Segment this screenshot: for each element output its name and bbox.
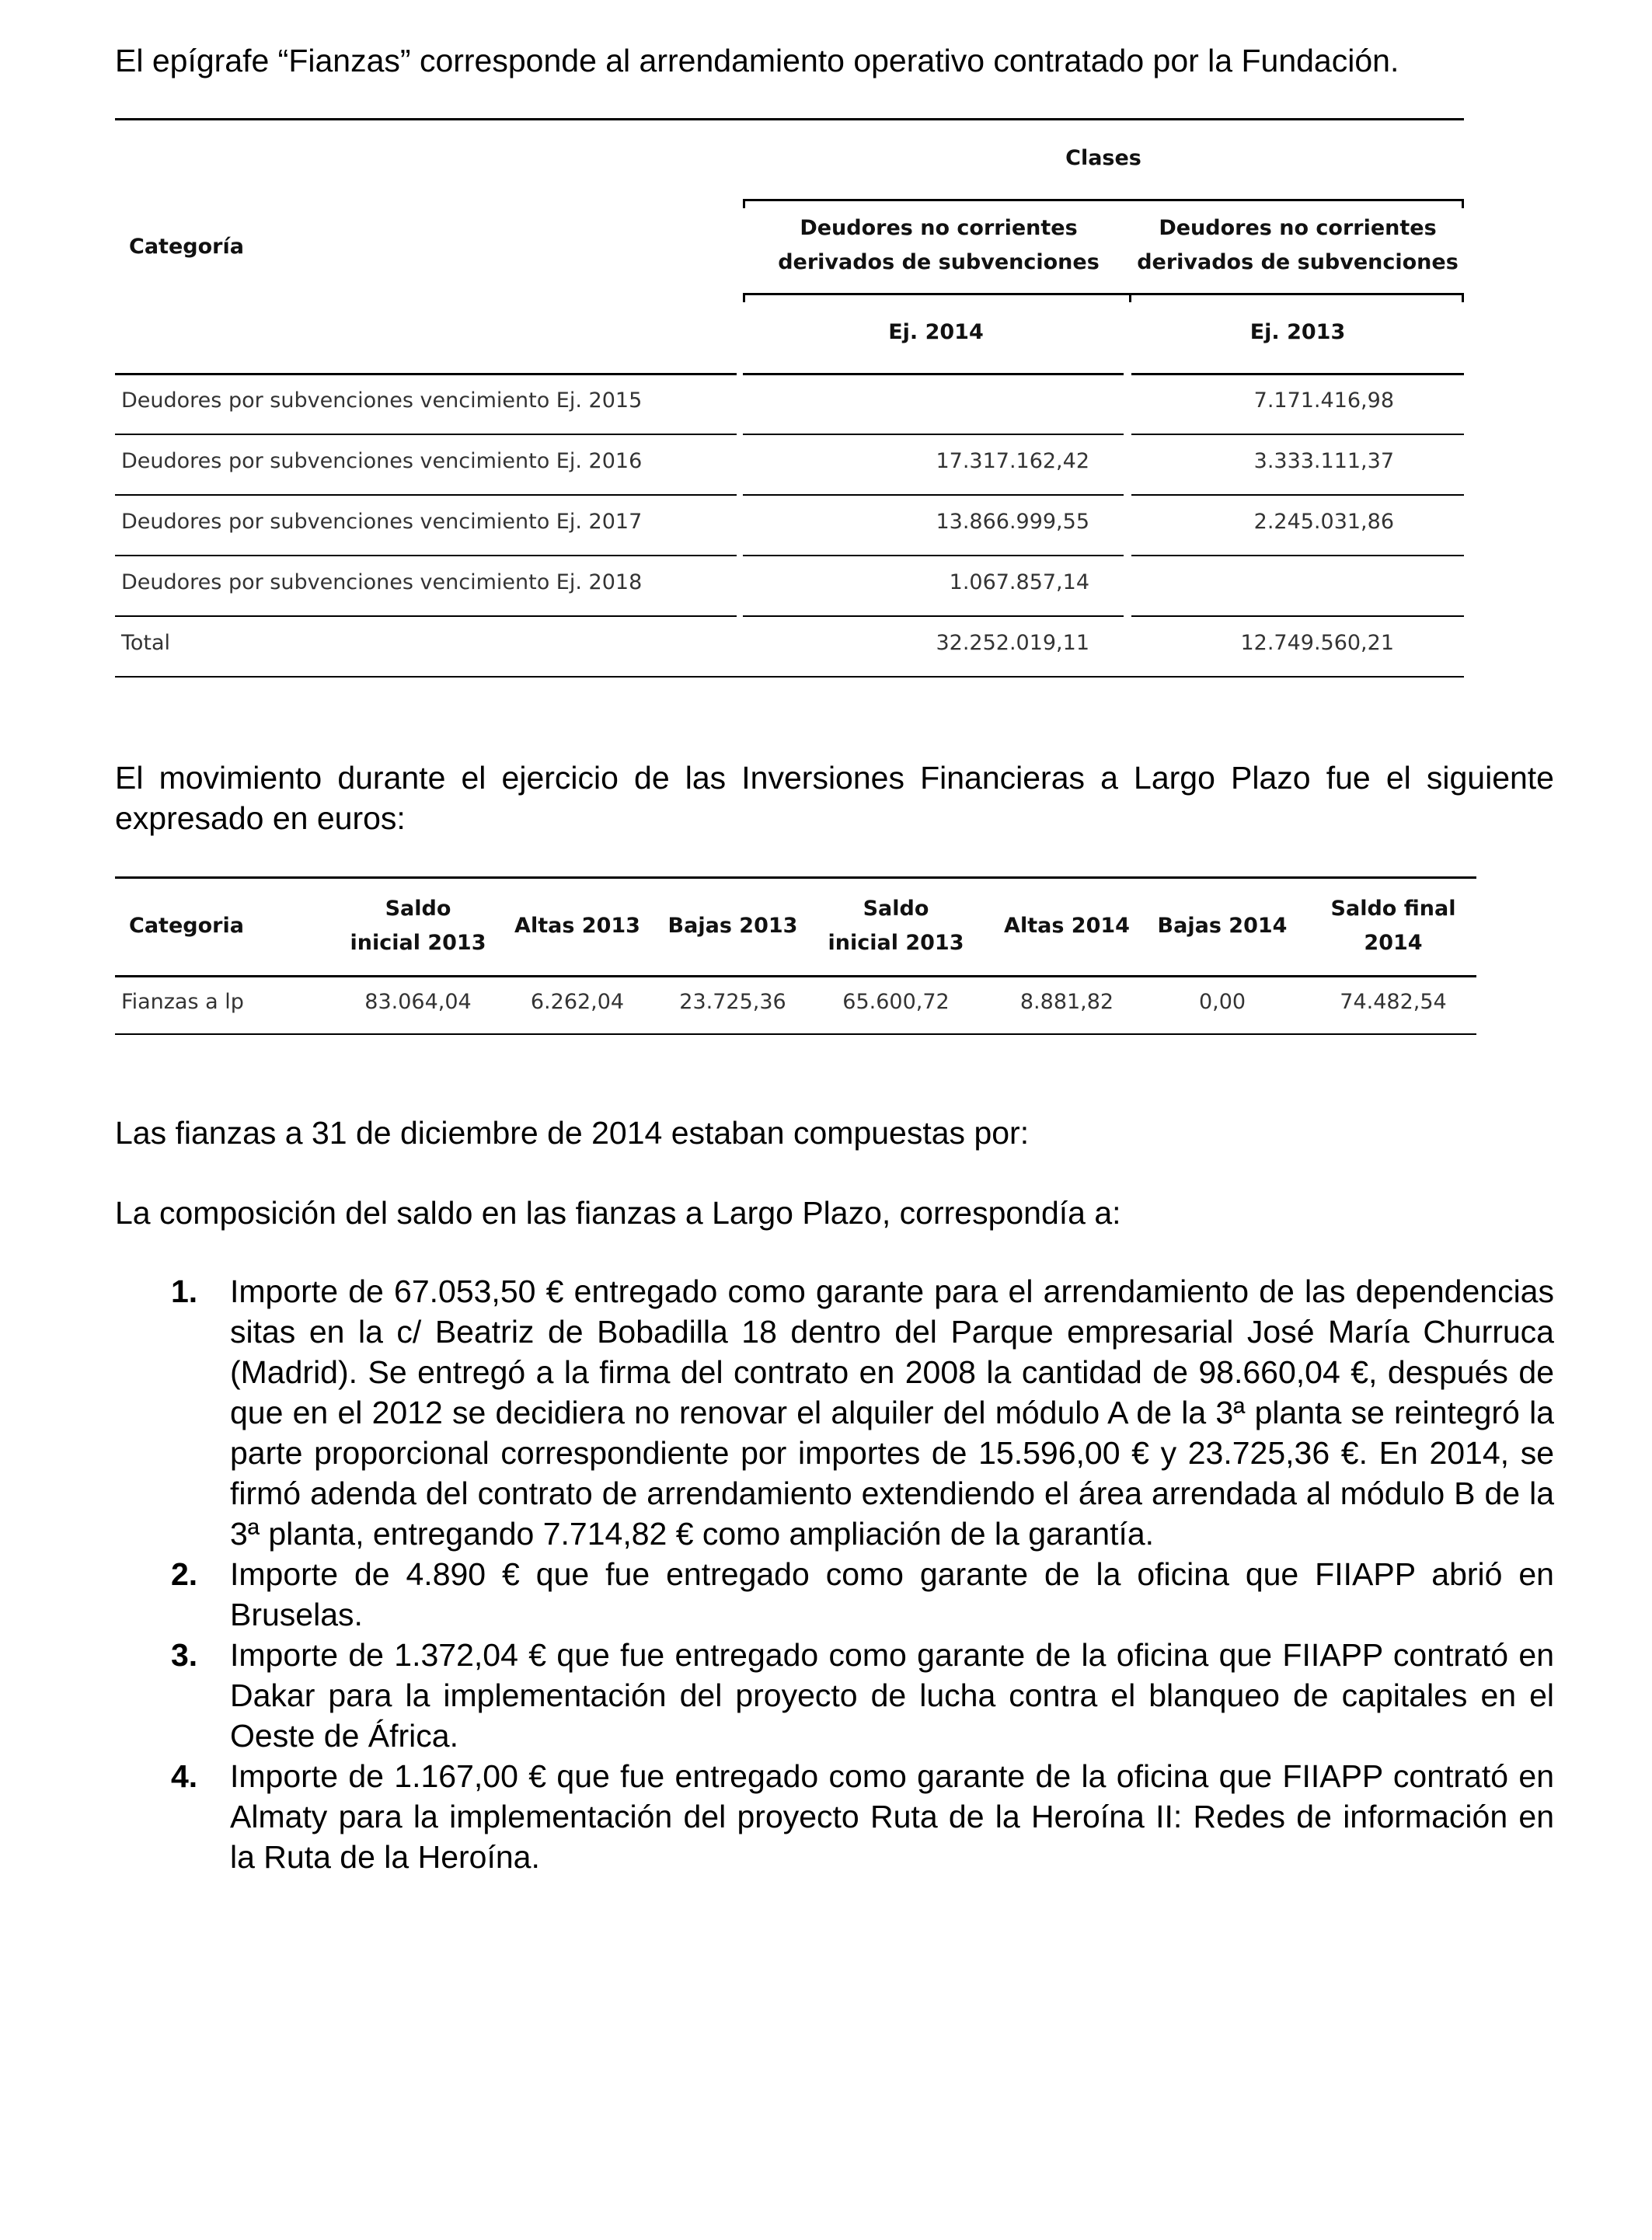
fianzas-list [171,1271,1554,1877]
header-bottom-rule [743,373,1124,375]
row-rule [115,615,737,617]
header-categoria: Categoria [129,914,244,938]
list-item-text: Importe de 1.167,00 € que fue entregado como garante de la oficina que FIIAPP contrató en Almaty para la implementación del proyecto Ruta de la Heroína II: Redes de información en la Ruta de la Heroína. [230,1758,1554,1875]
clases-rule [743,199,1464,201]
list-item [171,1756,1554,1877]
movement-paragraph: El movimiento durante el ejercicio de las Inversiones Financieras a Largo Plazo fue el siguiente expresado en euros: [115,760,1554,836]
tick [1462,199,1464,208]
tick [743,199,745,208]
tick [743,293,745,302]
row-rule [743,434,1124,435]
header-bottom-rule [1131,373,1464,375]
total-value-2014: 32.252.019,11 [936,631,1089,655]
tick [1129,293,1131,302]
row-rule [115,555,737,556]
col-header-2013: Deudores no corrientes derivados de subvenciones [1137,216,1459,274]
row-label: Deudores por subvenciones vencimiento Ej. 2016 [121,449,643,473]
subheader-2014: Ej. 2014 [888,320,984,344]
row-label: Deudores por subvenciones vencimiento Ej. 2015 [121,388,643,413]
subheader-2013: Ej. 2013 [1249,320,1346,344]
row-rule [115,434,737,435]
row-value-2014: 17.317.162,42 [936,449,1089,473]
row-rule [743,615,1124,617]
list-item-text: Importe de 67.053,50 € entregado como garante para el arrendamiento de las dependencias sitas en la c/ Beatriz de Bobadilla 18 dentro del Parque empresarial José María Churruca (Madrid). Se entregó a la firma del contrato en 2008 la cantidad de 98.660,04 €, después de que en el 2012 se decidiera no renovar el alquiler del módulo A de la 3ª planta se reintegró la parte proporcional correspondiente por importes de 15.596,00 € y 23.725,36 €. En 2014, se firmó adenda del contrato de arrendamiento extendiendo el área arrendada al módulo B de la 3ª planta, entregando 7.714,82 € como ampliación de la garantía. [230,1273,1554,1552]
table-top-rule [115,118,1464,120]
row-label: Deudores por subvenciones vencimiento Ej. 2017 [121,510,643,534]
table-bottom-rule [115,1033,1476,1035]
row-value-2013: 7.171.416,98 [1253,388,1394,413]
row-rule [743,555,1124,556]
row-rule [115,494,737,496]
list-item-number: 4. [171,1758,198,1794]
composicion-paragraph: La composición del saldo en las fianzas a Largo Plazo, correspondía a: [115,1195,1121,1231]
row-rule [1131,434,1464,435]
header-bottom-rule [115,975,1476,977]
header-saldo-inicial-2013: Saldo inicial 2013 [350,897,486,955]
category-header: Categoría [129,235,244,259]
row-saldo-inicial-2013: 83.064,04 [364,990,472,1014]
tick [1462,293,1464,302]
list-item [171,1554,1554,1635]
movement-table [115,876,1476,1036]
row-label: Deudores por subvenciones vencimiento Ej. 2018 [121,570,643,594]
header-altas-2014: Altas 2014 [1004,914,1130,938]
header-bottom-rule [115,373,737,375]
row-saldo-final-2014: 74.482,54 [1340,990,1447,1014]
header-altas-2013: Altas 2013 [514,914,640,938]
row-value-2013: 3.333.111,37 [1253,449,1394,473]
row-value-2013: 2.245.031,86 [1253,510,1394,534]
row-rule [1131,555,1464,556]
header-bajas-2014: Bajas 2014 [1157,914,1288,938]
intro-paragraph: El epígrafe “Fianzas” corresponde al arrendamiento operativo contratado por la Fundación. [115,43,1399,78]
row-value-2014: 1.067.857,14 [949,570,1089,594]
table-top-rule [115,876,1476,879]
row-rule [743,494,1124,496]
subheader-rule [743,293,1464,295]
table-bottom-rule [115,676,1464,678]
row-altas-2013: 6.262,04 [530,990,625,1014]
total-label: Total [121,631,171,655]
col-header-2014: Deudores no corrientes derivados de subvenciones [778,216,1100,274]
list-item-text: Importe de 1.372,04 € que fue entregado como garante de la oficina que FIIAPP contrató en Dakar para la implementación del proyecto de lucha contra el blanqueo de capitales en el Oeste de África. [230,1637,1554,1754]
row-rule [1131,494,1464,496]
row-categoria: Fianzas a lp [121,990,244,1014]
list-item-number: 3. [171,1637,198,1673]
row-bajas-2014: 0,00 [1198,990,1246,1014]
total-value-2013: 12.749.560,21 [1240,631,1394,655]
clases-header: Clases [1065,146,1141,170]
header-saldo-final-2014: Saldo final 2014 [1330,897,1456,955]
list-item [171,1271,1554,1554]
row-bajas-2013: 23.725,36 [679,990,786,1014]
list-item-number: 1. [171,1273,198,1309]
fianzas-paragraph: Las fianzas a 31 de diciembre de 2014 estaban compuestas por: [115,1115,1030,1151]
header-bajas-2013: Bajas 2013 [667,914,798,938]
row-rule [1131,615,1464,617]
row-altas-2014: 8.881,82 [1019,990,1114,1014]
receivables-table [115,118,1464,678]
row-value-2014: 13.866.999,55 [936,510,1089,534]
row-saldo-inicial-2013-b: 65.600,72 [842,990,950,1014]
list-item-number: 2. [171,1556,198,1592]
list-item-text: Importe de 4.890 € que fue entregado como garante de la oficina que FIIAPP abrió en Bruselas. [230,1556,1554,1632]
header-saldo-inicial-2013-b: Saldo inicial 2013 [828,897,964,955]
list-item [171,1635,1554,1756]
